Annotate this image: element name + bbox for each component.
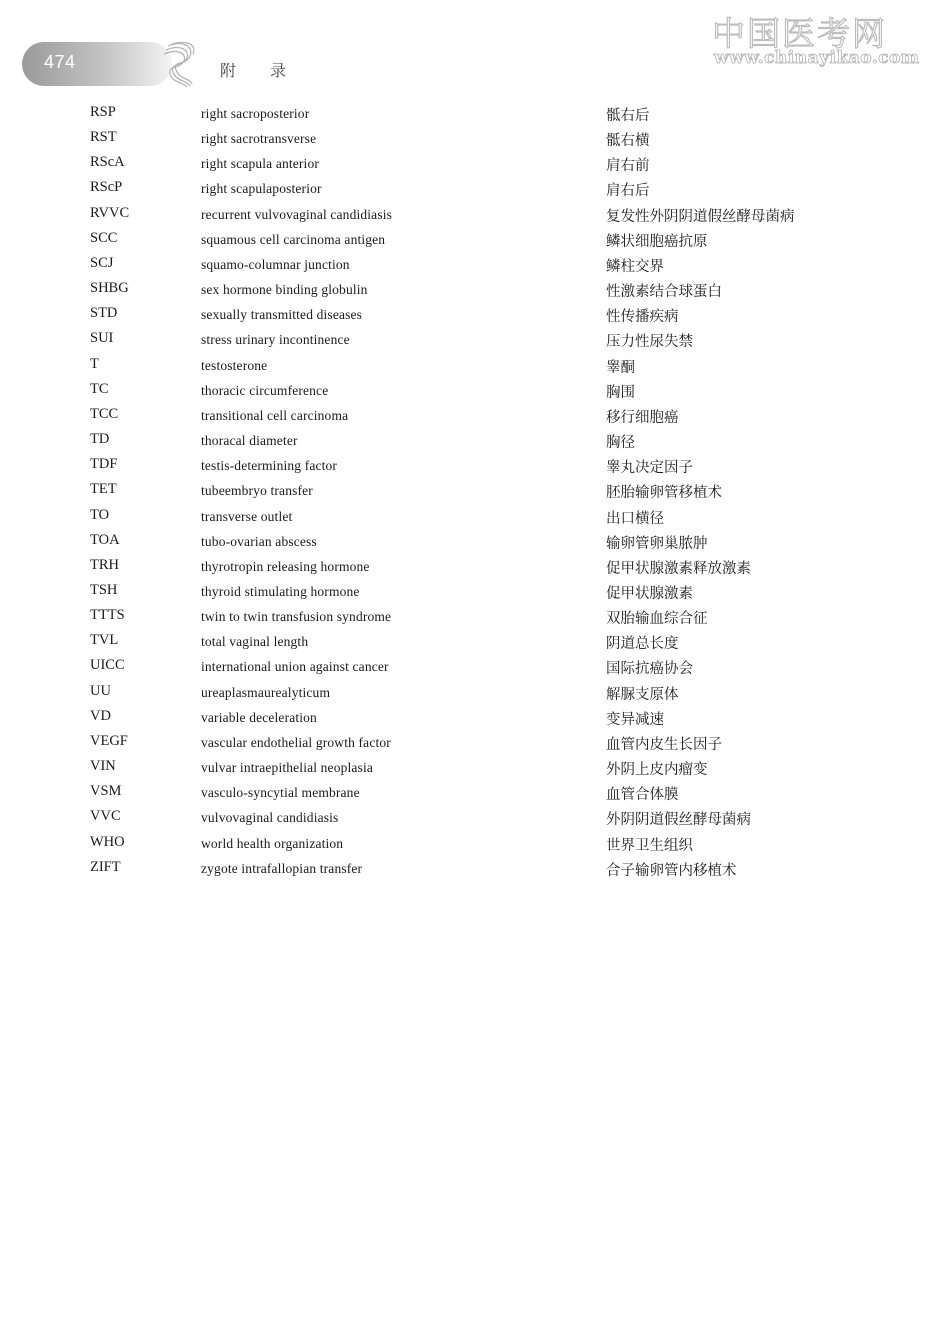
abbreviation-row: [0, 327, 950, 352]
abbreviation-row: [0, 151, 950, 176]
abbreviation: UU: [90, 682, 111, 699]
abbreviation: RST: [90, 129, 117, 146]
chinese-term: 血管内皮生长因子: [606, 736, 722, 753]
abbreviation-row: [0, 202, 950, 227]
abbreviation: SCC: [90, 229, 118, 246]
chinese-term: 世界卫生组织: [606, 837, 693, 854]
abbreviation-row: [0, 353, 950, 378]
english-term: thoracal diameter: [201, 433, 298, 449]
abbreviation-row: [0, 705, 950, 730]
chinese-term: 骶右横: [606, 133, 650, 150]
english-term: right scapulaposterior: [201, 181, 322, 197]
english-term: ureaplasmaurealyticum: [201, 684, 331, 700]
chinese-term: 促甲状腺激素释放激素: [606, 560, 751, 577]
english-term: transitional cell carcinoma: [201, 407, 349, 423]
abbreviation: SCJ: [90, 254, 114, 271]
english-term: vulvar intraepithelial neoplasia: [201, 760, 373, 776]
chinese-term: 睾丸决定因子: [606, 460, 693, 477]
abbreviation-row: [0, 378, 950, 403]
abbreviation: VIN: [90, 758, 116, 775]
abbreviation: RScA: [90, 154, 125, 171]
chinese-term: 肩右前: [606, 158, 650, 175]
english-term: stress urinary incontinence: [201, 332, 350, 348]
abbreviation-row: [0, 554, 950, 579]
english-term: twin to twin transfusion syndrome: [201, 609, 392, 625]
page-number: 474: [44, 52, 76, 72]
english-term: zygote intrafallopian transfer: [201, 860, 363, 876]
abbreviation: VSM: [90, 783, 122, 800]
chinese-term: 胸围: [606, 384, 635, 401]
abbreviation-row: [0, 478, 950, 503]
watermark-logo-text: 中国医考网: [712, 14, 887, 53]
english-term: recurrent vulvovaginal candidiasis: [201, 206, 393, 222]
english-term: right scapula anterior: [201, 156, 320, 172]
english-term: thyroid stimulating hormone: [201, 583, 360, 599]
abbreviation-row: [0, 453, 950, 478]
chinese-term: 血管合体膜: [606, 787, 679, 804]
english-term: vasculo-syncytial membrane: [201, 785, 360, 801]
chinese-term: 外阴阴道假丝酵母菌病: [606, 812, 751, 829]
abbreviation-row: [0, 252, 950, 277]
chinese-term: 移行细胞癌: [606, 409, 679, 426]
abbreviation-row: [0, 579, 950, 604]
abbreviation: ZIFT: [90, 858, 121, 875]
abbreviation: RVVC: [90, 204, 130, 221]
abbreviation-row: [0, 730, 950, 755]
chinese-term: 出口横径: [606, 510, 664, 527]
abbreviation-row: [0, 176, 950, 201]
english-term: squamo-columnar junction: [201, 256, 350, 272]
chinese-term: 双胎输血综合征: [606, 611, 708, 628]
abbreviation-row: [0, 629, 950, 654]
watermark-url: www.chinayikao.com: [714, 48, 920, 68]
abbreviation-row: [0, 302, 950, 327]
abbreviation: T: [90, 355, 99, 372]
abbreviation: VVC: [90, 808, 121, 825]
abbreviation: SHBG: [90, 280, 129, 297]
english-term: total vaginal length: [201, 634, 309, 650]
abbreviation: UICC: [90, 657, 125, 674]
abbreviation: SUI: [90, 330, 114, 347]
abbreviation-row: [0, 856, 950, 881]
abbreviation: VD: [90, 707, 111, 724]
abbreviation: TDF: [90, 456, 118, 473]
abbreviation: TET: [90, 481, 117, 498]
abbreviation: TO: [90, 506, 110, 523]
english-term: right sacrotransverse: [201, 131, 317, 147]
english-term: sex hormone binding globulin: [201, 282, 368, 298]
abbreviation-row: [0, 504, 950, 529]
abbreviation-list: [0, 101, 950, 881]
abbreviation: STD: [90, 305, 118, 322]
abbreviation-row: [0, 831, 950, 856]
english-term: tubo-ovarian abscess: [201, 533, 317, 549]
english-term: testosterone: [201, 357, 268, 373]
abbreviation: TCC: [90, 405, 119, 422]
chinese-term: 输卵管卵巢脓肿: [606, 535, 708, 552]
chinese-term: 胸径: [606, 435, 635, 452]
abbreviation: TC: [90, 380, 109, 397]
english-term: right sacroposterior: [201, 106, 310, 121]
chinese-term: 促甲状腺激素: [606, 585, 693, 602]
chinese-term: 鳞柱交界: [606, 258, 664, 275]
abbreviation-row: [0, 126, 950, 151]
abbreviation-row: [0, 680, 950, 705]
chinese-term: 复发性外阴阴道假丝酵母菌病: [606, 208, 795, 225]
english-term: transverse outlet: [201, 508, 293, 524]
abbreviation-row: [0, 529, 950, 554]
english-term: vascular endothelial growth factor: [201, 734, 391, 750]
english-term: vulvovaginal candidiasis: [201, 810, 339, 826]
english-term: thyrotropin releasing hormone: [201, 558, 370, 574]
abbreviation-row: [0, 277, 950, 302]
abbreviation: RScP: [90, 179, 123, 196]
abbreviation-row: [0, 805, 950, 830]
abbreviation-row: [0, 780, 950, 805]
swirl-logo-icon: [160, 40, 200, 88]
abbreviation: TD: [90, 431, 110, 448]
chinese-term: 变异减速: [606, 711, 664, 728]
abbreviation-row: [0, 604, 950, 629]
abbreviation-row: [0, 755, 950, 780]
chinese-term: 肩右后: [606, 183, 650, 200]
abbreviation: TTTS: [90, 607, 125, 624]
abbreviation: RSP: [90, 104, 116, 120]
chinese-term: 国际抗癌协会: [606, 661, 693, 678]
abbreviation-row: [0, 403, 950, 428]
chinese-term: 胚胎输卵管移植术: [606, 485, 722, 502]
abbreviation: VEGF: [90, 732, 128, 749]
abbreviation-row: [0, 227, 950, 252]
abbreviation-row: [0, 101, 950, 126]
abbreviation: TVL: [90, 632, 119, 649]
section-title: 附录: [220, 61, 321, 80]
english-term: squamous cell carcinoma antigen: [201, 231, 386, 247]
chinese-term: 鳞状细胞癌抗原: [606, 233, 708, 250]
english-term: world health organization: [201, 835, 344, 851]
abbreviation: TRH: [90, 556, 119, 573]
chinese-term: 外阴上皮内瘤变: [606, 762, 708, 779]
english-term: tubeembryo transfer: [201, 483, 313, 499]
abbreviation: TOA: [90, 531, 120, 548]
abbreviation-row: [0, 428, 950, 453]
chinese-term: 解脲支原体: [606, 686, 679, 703]
chinese-term: 睾酮: [606, 359, 635, 376]
english-term: testis-determining factor: [201, 458, 338, 474]
abbreviation: WHO: [90, 833, 125, 850]
english-term: sexually transmitted diseases: [201, 307, 363, 323]
abbreviation: TSH: [90, 581, 118, 598]
chinese-term: 性激素结合球蛋白: [606, 284, 722, 301]
abbreviation-row: [0, 654, 950, 679]
english-term: variable deceleration: [201, 709, 317, 725]
chinese-term: 阴道总长度: [606, 636, 679, 653]
english-term: international union against cancer: [201, 659, 389, 675]
chinese-term: 压力性尿失禁: [606, 334, 693, 351]
english-term: thoracic circumference: [201, 382, 329, 398]
chinese-term: 合子输卵管内移植术: [606, 862, 737, 879]
chinese-term: 性传播疾病: [606, 309, 679, 326]
chinese-term: 骶右后: [606, 108, 650, 124]
